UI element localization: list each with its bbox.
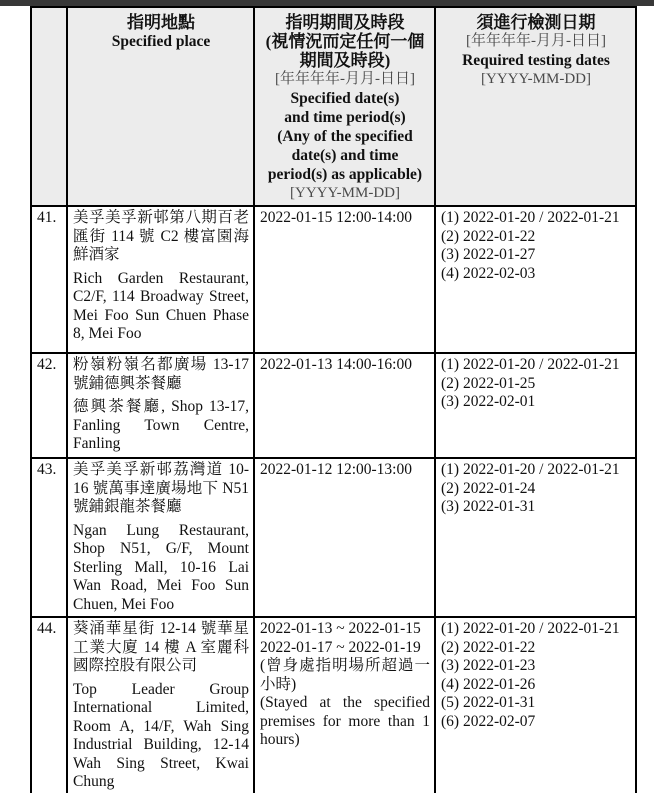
period-note-zh: (曾身處指明場所超過一小時)	[260, 657, 430, 693]
place-name-zh: 美孚美孚新邨第八期百老匯街 114 號 C2 樓富園海鮮酒家	[73, 209, 249, 263]
testing-date: (5) 2022-01-31	[441, 694, 536, 711]
header-number-column	[31, 7, 67, 206]
period-line: 2022-01-13 14:00-16:00	[260, 356, 412, 373]
header-required-testing-dates	[435, 7, 636, 206]
row-number: 44.	[31, 617, 67, 793]
period-note-en: (Stayed at the specified premises for more than 1 hours)	[260, 694, 430, 748]
period-cell	[254, 206, 435, 353]
header-period-note-en: (Any of the specified date(s) and time period(s) as applicable)	[267, 128, 423, 183]
header-period-title-en-line1: Specified date(s)	[290, 90, 400, 107]
table-row-44	[31, 617, 636, 793]
place-name-en: 德興茶餐廳, Shop 13-17, Fanling Town Centre, Fanling	[73, 398, 249, 452]
header-specified-place	[67, 7, 254, 206]
testing-dates-cell	[435, 353, 636, 458]
header-specified-period	[254, 7, 435, 206]
testing-dates-cell	[435, 206, 636, 353]
testing-date: (1) 2022-01-20 / 2022-01-21	[441, 461, 620, 478]
testing-date: (6) 2022-02-07	[441, 712, 536, 730]
header-testing-format-zh: [年年年年-月月-日日]	[466, 33, 606, 49]
place-name-zh: 粉嶺粉嶺名都廣場 13-17 號鋪德興茶餐廳	[73, 356, 249, 392]
row-number: 43.	[31, 458, 67, 617]
row-number: 41.	[31, 206, 67, 353]
testing-date: (2) 2022-01-25	[441, 374, 536, 392]
place-cell	[67, 206, 254, 353]
testing-date: (1) 2022-01-20 / 2022-01-21	[441, 356, 620, 373]
place-name-en: Top Leader Group International Limited, Room A, 14/F, Wah Sing Industrial Building, 12-14 Wah Sing Street, Kwai Chung	[73, 680, 249, 790]
testing-date: (1) 2022-01-20 / 2022-01-21	[441, 620, 620, 637]
testing-date: (4) 2022-01-26	[441, 675, 536, 693]
header-period-title-en-line2: and time period(s)	[284, 109, 406, 126]
table-header-row	[31, 7, 636, 206]
period-line: 2022-01-12 12:00-13:00	[260, 461, 412, 478]
header-testing-format-en: [YYYY-MM-DD]	[481, 71, 591, 87]
header-period-format-zh: [年年年年-月月-日日]	[275, 71, 415, 87]
testing-date: (2) 2022-01-22	[441, 227, 536, 245]
header-testing-title-en: Required testing dates	[462, 52, 610, 69]
place-name-zh: 美孚美孚新邨荔灣道 10-16 號萬事達廣場地下 N51 號鋪銀龍茶餐廳	[73, 461, 249, 515]
header-period-title-zh: 指明期間及時段	[285, 13, 405, 32]
header-place-title-zh: 指明地點	[127, 13, 195, 32]
testing-notice-table	[30, 6, 637, 793]
place-name-en: Rich Garden Restaurant, C2/F, 114 Broadway Street, Mei Foo Sun Chuen Phase 8, Mei Foo	[73, 269, 249, 342]
testing-date: (3) 2022-02-01	[441, 393, 536, 410]
testing-date: (3) 2022-01-31	[441, 498, 536, 515]
testing-date: (3) 2022-01-27	[441, 246, 536, 263]
place-cell	[67, 617, 254, 793]
place-name-en: Ngan Lung Restaurant, Shop N51, G/F, Mount Sterling Mall, 10-16 Lai Wan Road, Mei Foo Sun Chuen, Mei Foo	[73, 521, 249, 613]
period-line: 2022-01-13 ~ 2022-01-15	[260, 620, 421, 637]
place-cell	[67, 458, 254, 617]
period-cell	[254, 353, 435, 458]
testing-date: (3) 2022-01-23	[441, 657, 536, 674]
testing-dates-cell	[435, 617, 636, 793]
period-line: 2022-01-17 ~ 2022-01-19	[260, 638, 421, 656]
table-row-43	[31, 458, 636, 617]
place-cell	[67, 353, 254, 458]
header-period-format-en: [YYYY-MM-DD]	[290, 185, 400, 201]
header-period-note-zh: (視情況而定任何一個期間及時段)	[265, 32, 425, 70]
testing-date: (4) 2022-02-03	[441, 264, 536, 282]
testing-date: (2) 2022-01-24	[441, 479, 536, 497]
period-line: 2022-01-15 12:00-14:00	[260, 209, 412, 226]
table-row-42	[31, 353, 636, 458]
header-testing-title-zh: 須進行檢測日期	[476, 13, 596, 32]
period-cell	[254, 458, 435, 617]
testing-date: (2) 2022-01-22	[441, 638, 536, 656]
row-number: 42.	[31, 353, 67, 458]
table-row-41	[31, 206, 636, 353]
place-name-zh: 葵涌華星街 12-14 號華星工業大廈 14 樓 A 室麗科國際控股有限公司	[73, 620, 249, 674]
testing-date: (1) 2022-01-20 / 2022-01-21	[441, 209, 620, 226]
period-cell	[254, 617, 435, 793]
header-place-title-en: Specified place	[111, 33, 211, 50]
testing-dates-cell	[435, 458, 636, 617]
